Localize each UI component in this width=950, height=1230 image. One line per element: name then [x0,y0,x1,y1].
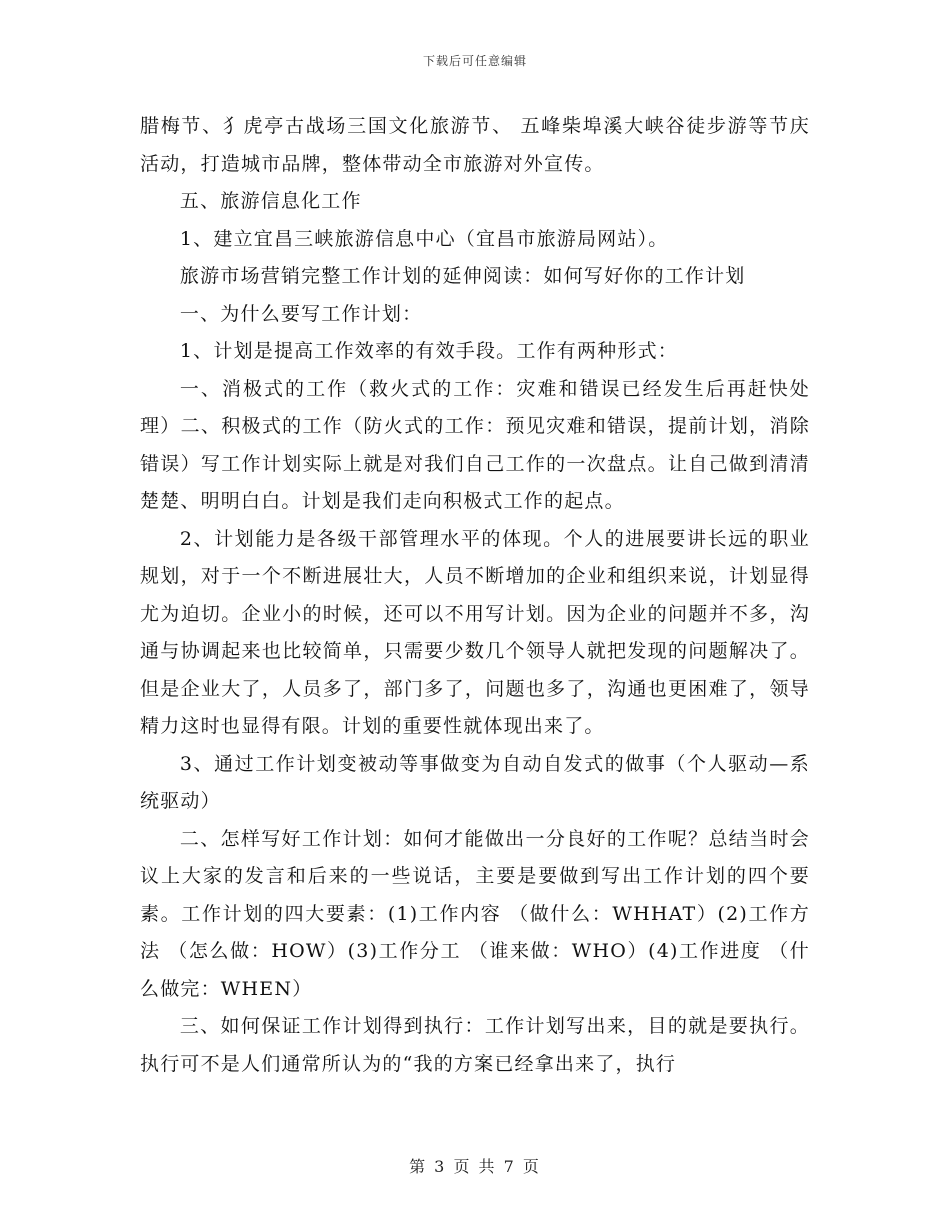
paragraph: 1、计划是提高工作效率的有效手段。工作有两种形式： [179,340,678,362]
paragraph: 一、消极式的工作（救火式的工作：灾难和错误已经发生后再赶快处理）二、积极式的工作（防火式的工作：预见灾难和错误，提前计划，消除错误）写工作计划实际上就是对我们自己工作的一次盘点。让自己做到清清楚楚、明明白白。计划是我们走向积极式工作的起点。 [140,377,810,512]
paragraph: 二、怎样写好工作计划：如何才能做出一分良好的工作呢？总结当时会议上大家的发言和后来的一些说话，主要是要做到写出工作计划的四个要素。工作计划的四大要素：(1)工作内容 （做什么：WHHAT）(2)工作方法 （怎么做：HOW）(3)工作分工 （谁来做：WHO）(4)工作进度 （什么做完：WHEN） [140,827,810,1000]
section-heading: 五、旅游信息化工作 [179,190,362,212]
body-text [140,108,810,1083]
page-number-footer: 第 3 页 共 7 页 [409,1157,541,1176]
header-note: 下载后可任意编辑 [422,54,527,68]
paragraph: 三、如何保证工作计划得到执行：工作计划写出来，目的就是要执行。执行可不是人们通常所认为的“我的方案已经拿出来了，执行 [140,1015,810,1075]
paragraph: 2、计划能力是各级干部管理水平的体现。个人的进展要讲长远的职业规划，对于一个不断进展壮大，人员不断增加的企业和组织来说，计划显得尤为迫切。企业小的时候，还可以不用写计划。因为企业的问题并不多，沟通与协调起来也比较简单，只需要少数几个领导人就把发现的问题解决了。但是企业大了，人员多了，部门多了，问题也多了，沟通也更困难了，领导精力这时也显得有限。计划的重要性就体现出来了。 [140,527,810,737]
paragraph: 腊梅节、犭虎亭古战场三国文化旅游节、 五峰柴埠溪大峡谷徒步游等节庆活动，打造城市品牌，整体带动全市旅游对外宣传。 [140,115,810,175]
section-heading: 一、为什么要写工作计划： [179,302,423,325]
paragraph: 3、通过工作计划变被动等事做变为自动自发式的做事（个人驱动—系统驱动） [140,752,810,812]
paragraph: 1、建立宜昌三峡旅游信息中心（宜昌市旅游局网站）。 [179,227,669,250]
paragraph: 旅游市场营销完整工作计划的延伸阅读：如何写好你的工作计划 [179,265,746,287]
